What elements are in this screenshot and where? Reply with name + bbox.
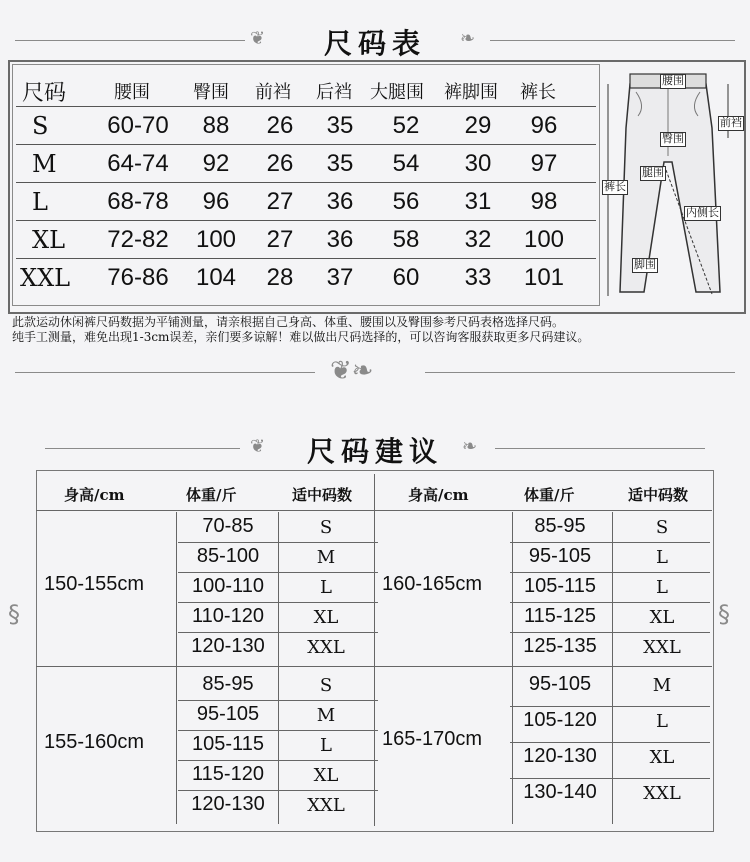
- suggested-size-cell: M: [316, 705, 336, 726]
- table-divider: [510, 602, 710, 603]
- suggestion-title: 尺码建议: [306, 435, 443, 468]
- size-value-cell: 98: [530, 188, 558, 215]
- diagram-label-length: 裤长: [604, 181, 626, 193]
- flourish-icon: ❧: [462, 436, 478, 457]
- size-value-cell: 32: [464, 226, 492, 253]
- size-value-cell: 54: [392, 150, 420, 177]
- size-value-cell: 37: [326, 264, 354, 291]
- header-weight-left: 体重/斤: [186, 486, 237, 504]
- flourish-icon: ❦: [250, 436, 266, 457]
- header-front-rise: 前裆: [255, 82, 291, 102]
- size-value-cell: 58: [392, 226, 420, 253]
- divider-line-left: [15, 372, 315, 373]
- title-ornament-line-left: [15, 40, 245, 41]
- size-value-cell: 100: [523, 226, 565, 253]
- weight-range-cell: 105-115: [192, 733, 264, 755]
- size-value-cell: 27: [266, 188, 294, 215]
- suggested-size-cell: S: [655, 517, 669, 538]
- size-value-cell: 60-70: [107, 112, 169, 139]
- header-size-right: 适中码数: [628, 486, 689, 504]
- side-curl-icon: §: [718, 600, 730, 628]
- table-column-divider: [612, 512, 613, 824]
- diagram-label-waist: 腰围: [662, 75, 684, 87]
- size-value-cell: 68-78: [107, 188, 169, 215]
- suggested-size-cell: L: [656, 547, 668, 568]
- size-value-cell: 104: [195, 264, 237, 291]
- size-value-cell: 100: [195, 226, 237, 253]
- size-value-cell: 96: [530, 112, 558, 139]
- diagram-label-thigh: 腿围: [642, 167, 664, 179]
- table-column-divider: [512, 512, 513, 824]
- suggested-size-cell: L: [320, 577, 332, 598]
- weight-range-cell: 100-110: [192, 575, 264, 597]
- size-value-cell: 97: [530, 150, 558, 177]
- suggested-size-cell: S: [319, 517, 333, 538]
- suggested-size-cell: XL: [313, 607, 339, 628]
- row-divider: [16, 182, 596, 183]
- suggested-size-cell: S: [319, 675, 333, 696]
- scroll-ornament-icon: ❦❧: [330, 356, 374, 386]
- suggested-size-cell: M: [652, 675, 672, 696]
- flourish-icon: ❧: [460, 28, 476, 49]
- weight-range-cell: 130-140: [523, 781, 597, 803]
- weight-range-cell: 95-105: [196, 703, 260, 725]
- size-value-cell: 26: [266, 150, 294, 177]
- size-label-cell: L: [32, 188, 48, 216]
- size-label-cell: M: [32, 150, 57, 178]
- size-value-cell: 101: [523, 264, 565, 291]
- note-line-2: 纯手工测量，难免出现1-3cm误差，亲们要多谅解！难以做出尺码选择的，可以咨询客服获取更多尺码建议。: [12, 330, 590, 344]
- weight-range-cell: 120-130: [523, 745, 597, 767]
- weight-range-cell: 120-130: [191, 635, 265, 657]
- note-line-1: 此款运动休闲裤尺码数据为平铺测量，请亲根据自己身高、体重、腰围以及臀围参考尺码表格选择尺码。: [12, 315, 565, 329]
- size-value-cell: 33: [464, 264, 492, 291]
- table-divider: [510, 778, 710, 779]
- row-divider: [16, 220, 596, 221]
- size-label-cell: XXL: [20, 264, 71, 292]
- suggested-size-cell: L: [656, 711, 668, 732]
- weight-range-cell: 115-120: [192, 763, 264, 785]
- size-value-cell: 36: [326, 226, 354, 253]
- header-height-left: 身高/cm: [64, 486, 125, 504]
- title-ornament-line-left: [45, 448, 240, 449]
- row-divider: [16, 144, 596, 145]
- height-range-cell: 160-165cm: [382, 573, 483, 595]
- diagram-label-inseam: 内侧长: [686, 207, 719, 219]
- size-value-cell: 36: [326, 188, 354, 215]
- size-value-cell: 27: [266, 226, 294, 253]
- size-value-cell: 64-74: [107, 150, 169, 177]
- height-range-cell: 165-170cm: [382, 728, 483, 750]
- header-size-left: 适中码数: [292, 486, 353, 504]
- size-value-cell: 31: [464, 188, 492, 215]
- size-value-cell: 26: [266, 112, 294, 139]
- suggested-size-cell: XXL: [307, 637, 345, 658]
- suggested-size-cell: XL: [649, 607, 675, 628]
- size-value-cell: 76-86: [107, 264, 169, 291]
- header-height-right: 身高/cm: [408, 486, 469, 504]
- size-value-cell: 72-82: [107, 226, 169, 253]
- table-column-divider: [278, 512, 279, 824]
- header-hem: 裤脚围: [444, 82, 498, 102]
- row-divider: [16, 258, 596, 259]
- height-range-cell: 155-160cm: [44, 731, 145, 753]
- header-size: 尺码: [22, 80, 67, 105]
- table-divider: [510, 632, 710, 633]
- table-divider: [374, 666, 712, 667]
- divider-line-right: [425, 372, 735, 373]
- size-value-cell: 52: [392, 112, 420, 139]
- suggested-size-cell: L: [320, 735, 332, 756]
- size-value-cell: 35: [326, 112, 354, 139]
- diagram-label-hip: 臀围: [662, 133, 684, 145]
- weight-range-cell: 85-100: [196, 545, 260, 567]
- table-divider: [510, 742, 710, 743]
- table-divider: [36, 666, 374, 667]
- size-table-title: 尺码表: [323, 27, 426, 60]
- header-weight-right: 体重/斤: [524, 486, 575, 504]
- size-value-cell: 35: [326, 150, 354, 177]
- weight-range-cell: 110-120: [192, 605, 264, 627]
- weight-range-cell: 85-95: [534, 515, 586, 537]
- size-value-cell: 92: [202, 150, 230, 177]
- suggested-size-cell: XXL: [307, 795, 345, 816]
- suggested-size-cell: L: [656, 577, 668, 598]
- table-divider: [510, 542, 710, 543]
- weight-range-cell: 95-105: [528, 545, 592, 567]
- flourish-icon: ❦: [250, 28, 266, 49]
- suggested-size-cell: XXL: [643, 783, 681, 804]
- weight-range-cell: 105-115: [524, 575, 596, 597]
- suggested-size-cell: XXL: [643, 637, 681, 658]
- height-range-cell: 150-155cm: [44, 573, 145, 595]
- size-value-cell: 60: [392, 264, 420, 291]
- weight-range-cell: 85-95: [202, 673, 254, 695]
- weight-range-cell: 120-130: [191, 793, 265, 815]
- size-value-cell: 88: [202, 112, 230, 139]
- size-value-cell: 29: [464, 112, 492, 139]
- title-ornament-line-right: [495, 448, 705, 449]
- size-label-cell: XL: [32, 226, 66, 254]
- weight-range-cell: 105-120: [523, 709, 597, 731]
- size-value-cell: 56: [392, 188, 420, 215]
- title-ornament-line-right: [490, 40, 735, 41]
- header-thigh: 大腿围: [370, 82, 424, 102]
- table-divider: [510, 572, 710, 573]
- side-curl-icon: §: [8, 600, 20, 628]
- weight-range-cell: 115-125: [524, 605, 596, 627]
- weight-range-cell: 95-105: [528, 673, 592, 695]
- size-value-cell: 30: [464, 150, 492, 177]
- suggested-size-cell: M: [316, 547, 336, 568]
- header-hip: 臀围: [193, 82, 229, 102]
- row-divider: [16, 106, 596, 107]
- header-length: 裤长: [520, 82, 556, 102]
- diagram-label-front-rise: 前裆: [720, 117, 742, 129]
- size-value-cell: 28: [266, 264, 294, 291]
- diagram-label-hem: 脚围: [634, 259, 656, 271]
- weight-range-cell: 125-135: [523, 635, 597, 657]
- header-waist: 腰围: [114, 82, 150, 102]
- table-divider: [510, 706, 710, 707]
- size-label-cell: S: [32, 112, 49, 140]
- weight-range-cell: 70-85: [202, 515, 254, 537]
- table-column-divider: [176, 512, 177, 824]
- table-divider: [36, 510, 712, 511]
- suggested-size-cell: XL: [313, 765, 339, 786]
- size-value-cell: 96: [202, 188, 230, 215]
- suggested-size-cell: XL: [649, 747, 675, 768]
- header-back-rise: 后裆: [316, 82, 352, 102]
